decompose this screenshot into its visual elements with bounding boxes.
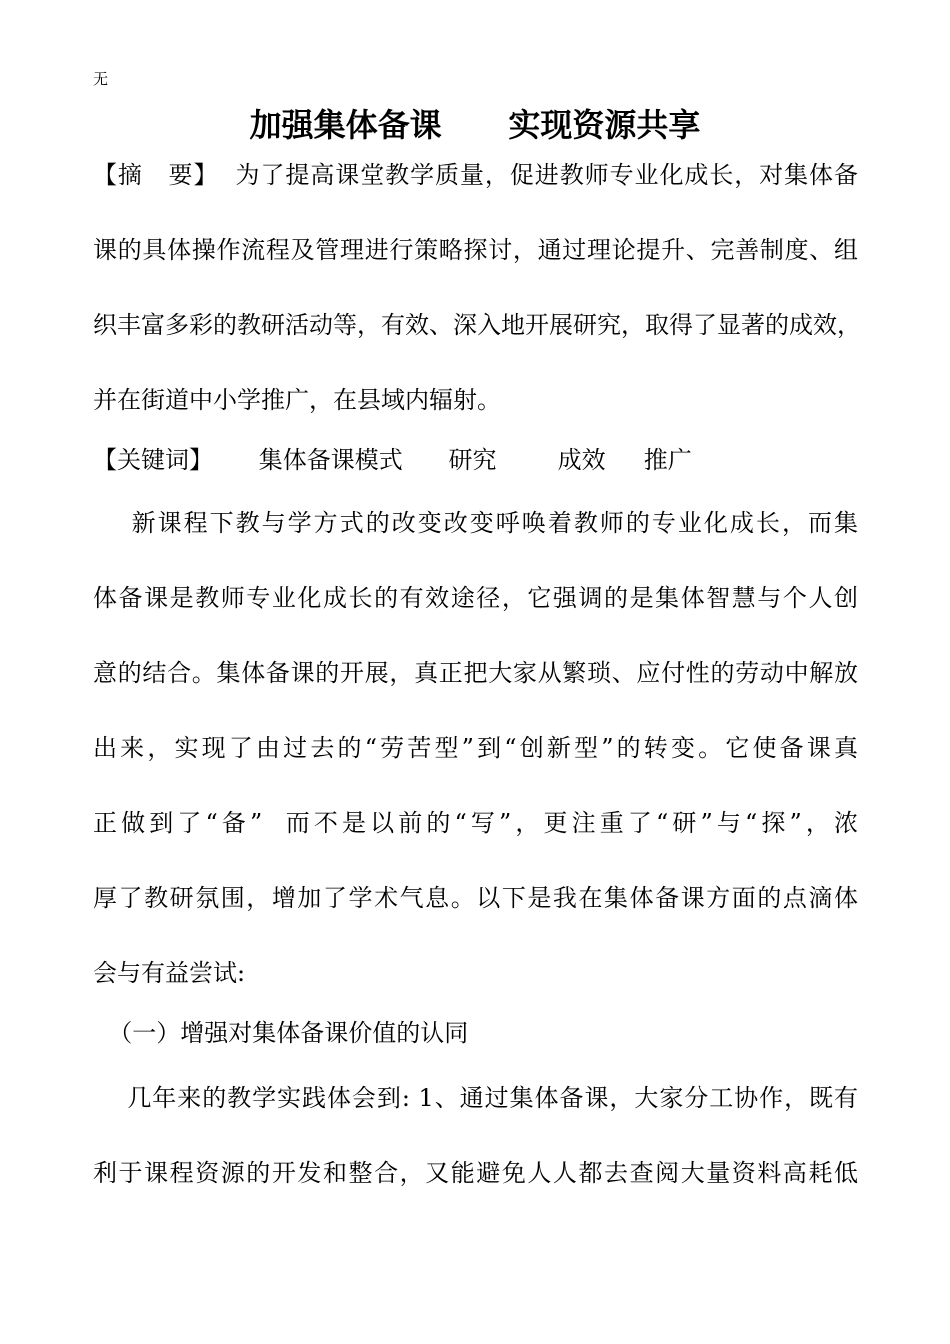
section-line: 几年来的教学实践体会到: 1、通过集体备课，大家分工协作，既有 <box>93 1084 858 1112</box>
header-mark: 无 <box>93 70 109 88</box>
body-line: 意的结合。集体备课的开展，真正把大家从繁琐、应付性的劳动中解放 <box>93 659 858 687</box>
abstract-line: 【摘 要】 为了提高课堂教学质量，促进教师专业化成长，对集体备 <box>93 161 858 189</box>
keywords-line: 【关键词】 集体备课模式 研究 成效 推广 <box>93 446 692 474</box>
abstract-line: 并在街道中小学推广，在县域内辐射。 <box>93 386 501 414</box>
body-line: 厚了教研氛围，增加了学术气息。以下是我在集体备课方面的点滴体 <box>93 884 858 912</box>
body-line: 会与有益尝试: <box>93 959 246 987</box>
section-line: 利于课程资源的开发和整合，又能避免人人都去查阅大量资料高耗低 <box>93 1159 858 1187</box>
body-line: 体备课是教师专业化成长的有效途径，它强调的是集体智慧与个人创 <box>93 584 858 612</box>
body-line: 新课程下教与学方式的改变改变呼唤着教师的专业化成长，而集 <box>93 509 858 537</box>
abstract-line: 织丰富多彩的教研活动等，有效、深入地开展研究，取得了显著的成效， <box>93 311 861 339</box>
section-heading: （一）增强对集体备课价值的认同 <box>93 1019 469 1047</box>
abstract-line: 课的具体操作流程及管理进行策略探讨，通过理论提升、完善制度、组 <box>93 236 858 264</box>
document-title: 加强集体备课 实现资源共享 <box>249 106 701 144</box>
body-line: 出来，实现了由过去的“劳苦型”到“创新型”的转变。它使备课真 <box>93 734 858 762</box>
body-line: 正做到了“备” 而不是以前的“写”，更注重了“研”与“探”，浓 <box>93 809 858 837</box>
